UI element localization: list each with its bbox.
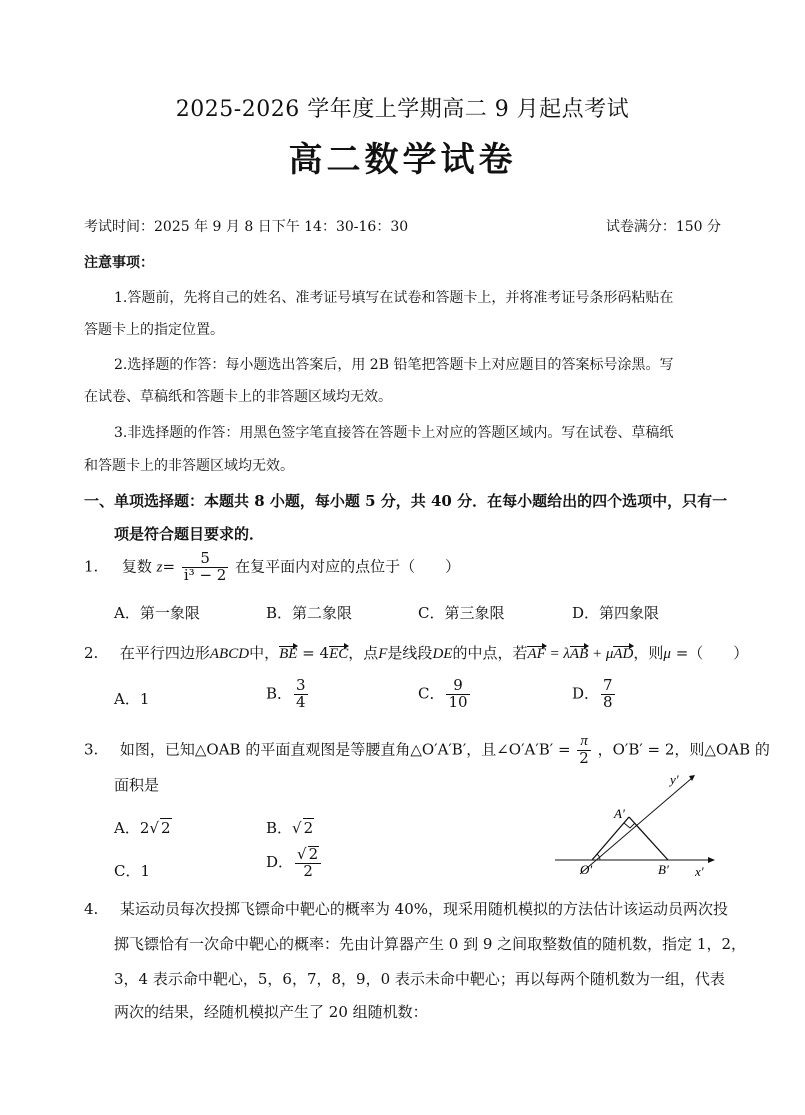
q1-pre: 复数 [121, 557, 152, 576]
right-angle-mark [624, 823, 635, 828]
q2-option-a: A．1 [114, 690, 150, 708]
q4-line-3: 3，4 表示命中靶心，5，6，7，8，9，0 表示未命中靶心；再以每两个随机数为一组，代表 [114, 970, 725, 988]
exam-time: 考试时间：2025 年 9 月 8 日下午 14：30-16：30 [84, 219, 409, 235]
q1-option-b: B．第二象限 [266, 604, 353, 622]
note-3-line-2: 和答题卡上的非答题区域均无效。 [84, 458, 294, 474]
label-x-axis: x′ [695, 864, 704, 879]
numerator: 3 [296, 676, 306, 694]
q4-line-4: 两次的结果，经随机模拟产生了 20 组随机数： [114, 1003, 428, 1021]
coefficient: 2 [139, 819, 150, 837]
question-number: 1. [84, 557, 99, 576]
label-o: O′ [580, 862, 593, 877]
denominator: 10 [448, 692, 468, 711]
option-label: B． [266, 684, 293, 703]
label-a: A′ [614, 806, 625, 821]
q2-vector-ad: AD [613, 646, 634, 662]
denominator: 8 [603, 692, 613, 711]
q2-text: 是线段 [387, 644, 433, 662]
question-1 [84, 551, 460, 584]
q3-option-c: C．1 [114, 862, 151, 880]
q2-text: ，则 [633, 644, 664, 662]
q4-line-2: 掷飞镖恰有一次命中靶心的概率：先由计算器产生 0 到 9 之间取整数值的随机数，指定 1，2， [114, 935, 747, 953]
q2-option-c [418, 678, 472, 711]
q1-var: z [156, 559, 163, 576]
q3-option-d: D． $\frac{√ 2}{2}$ [266, 846, 323, 880]
full-score: 试卷满分：150 分 [605, 219, 721, 235]
question-number: 2. [84, 644, 99, 662]
q2-text: = λ [545, 646, 570, 662]
denominator: 2 [303, 861, 313, 880]
q2-text: 中， [249, 644, 280, 662]
q1-option-c: C．第三象限 [418, 604, 505, 622]
paper-subtitle: 高二数学试卷 [288, 140, 517, 180]
notes-heading: 注意事项： [84, 255, 154, 271]
option-label: A． [114, 819, 140, 837]
exam-title: 2025-2026 学年度上学期高二 9 月起点考试 [175, 97, 630, 122]
question-2 [84, 642, 748, 663]
numerator: 9 [446, 678, 469, 695]
q2-vector-ab: AB [569, 646, 589, 662]
label-b: B′ [658, 862, 669, 877]
q2-point-f: F [378, 646, 388, 662]
numerator: π [577, 734, 591, 751]
q2-option-d [572, 678, 617, 711]
q3-option-a: A．2√ 2 [114, 819, 171, 837]
q2-text: 在平行四边形 [119, 644, 210, 662]
q3-text: 如图，已知△OAB 的平面直观图是等腰直角△O′A′B′，且∠O′A′B′ = [119, 740, 571, 759]
q1-post: 在复平面内对应的点位于（ ） [235, 557, 461, 576]
q2-mu: μ [663, 646, 671, 662]
q2-option-b [266, 678, 310, 711]
note-1-line-2: 答题卡上的指定位置。 [84, 322, 224, 338]
q2-text: ，点 [348, 644, 379, 662]
question-3 [84, 734, 770, 767]
q2-segment-de: DE [432, 646, 453, 662]
q3-option-b: B．√ 2 [266, 819, 314, 837]
numerator: 7 [603, 676, 613, 694]
q2-shape: ABCD [209, 646, 250, 662]
q2-vector-be: BE [279, 646, 298, 662]
q2-text: =（ ） [670, 644, 749, 662]
q3-line-2: 面积是 [114, 776, 160, 794]
q1-numerator: 5 [182, 551, 228, 568]
question-number: 3. [84, 740, 99, 759]
option-label: D． [266, 852, 294, 871]
note-1-line-1: 1.答题前，先将自己的姓名、准考证号填写在试卷和答题卡上，并将准考证号条形码粘贴在 [114, 290, 674, 306]
option-label: B． [266, 819, 293, 837]
q2-vector-ec: EC [329, 646, 349, 662]
q1-option-d: D．第四象限 [572, 604, 660, 622]
q2-text: = 4 [297, 644, 330, 662]
radicand: 2 [308, 845, 319, 863]
q1-fraction [182, 551, 228, 584]
side-oa [592, 817, 629, 860]
section-heading-line-1: 一、单项选择题：本题共 8 小题，每小题 5 分，共 40 分．在每小题给出的四个选项中，只有一 [84, 492, 728, 510]
q3-figure [550, 770, 720, 885]
label-y-axis: y′ [670, 772, 679, 787]
q1-denominator: i³ − 2 [183, 565, 227, 584]
radicand: 2 [303, 819, 314, 837]
q2-text: + μ [588, 646, 614, 662]
denominator: 4 [296, 692, 306, 711]
question-number: 4. [84, 900, 99, 918]
section-heading-line-2: 项是符合题目要求的． [114, 525, 265, 543]
note-2-line-2: 在试卷、草稿纸和答题卡上的非答题区域均无效。 [84, 389, 392, 405]
q1-option-a: A．第一象限 [114, 604, 200, 622]
note-2-line-1: 2.选择题的作答：每小题选出答案后，用 2B 铅笔把答题卡上对应题目的答案标号涂黑。写 [114, 357, 674, 373]
question-4 [84, 898, 728, 919]
x-axis-arrow [708, 857, 715, 863]
option-label: C． [418, 684, 445, 703]
q4-line-1: 某运动员每次投掷飞镖命中靶心的概率为 40%，现采用随机模拟的方法估计该运动员两次投 [119, 900, 728, 918]
q1-eq: = [162, 557, 176, 576]
note-3-line-1: 3.非选择题的作答：用黑色签字笔直接答在答题卡上对应的答题区域内。写在试卷、草稿纸 [114, 425, 674, 441]
option-label: D． [572, 684, 600, 703]
radicand: 2 [160, 819, 171, 837]
q2-vector-af: AF [527, 646, 546, 662]
q2-text: 的中点，若 [452, 644, 528, 662]
denominator: 2 [579, 748, 589, 767]
q3-text: ，O′B′ = 2，则△OAB 的 [597, 740, 770, 759]
